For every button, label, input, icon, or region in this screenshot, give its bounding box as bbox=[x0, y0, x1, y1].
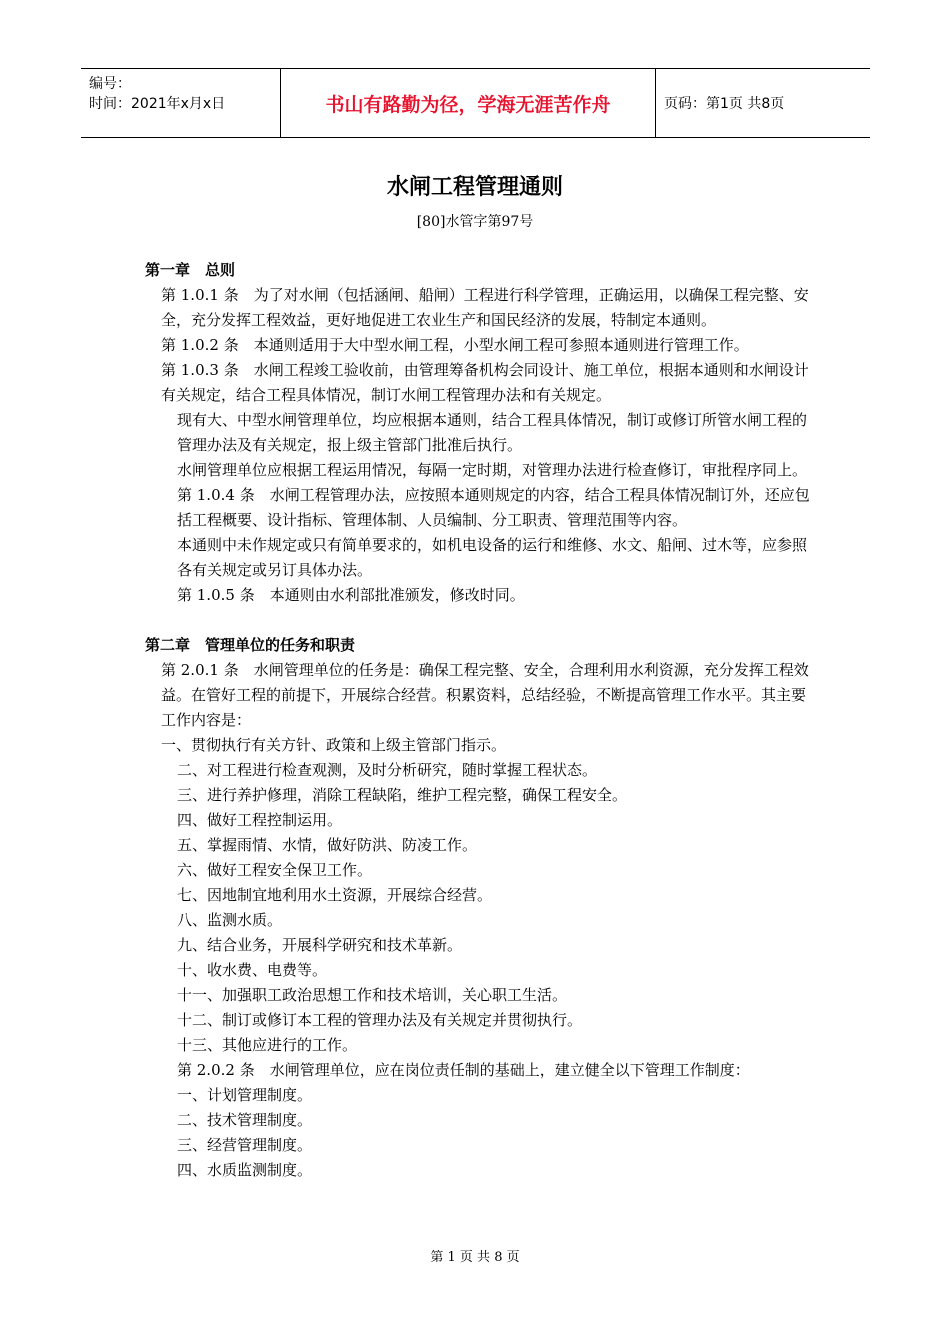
list-item: 七、因地制宜地利用水土资源，开展综合经营。 bbox=[177, 886, 493, 904]
list-item: 一、计划管理制度。 bbox=[177, 1086, 313, 1104]
spacer bbox=[145, 608, 810, 633]
article-1-0-2: 第 1.0.2 条 本通则适用于大中型水闸工程，小型水闸工程可参照本通则进行管理工作。 bbox=[161, 336, 749, 354]
list-item: 八、监测水质。 bbox=[177, 911, 283, 929]
list-item: 二、技术管理制度。 bbox=[177, 1111, 313, 1129]
page-footer: 第 1 页 共 8 页 bbox=[430, 1250, 520, 1265]
list-item: 十二、制订或修订本工程的管理办法及有关规定并贯彻执行。 bbox=[177, 1011, 583, 1029]
list-item: 十三、其他应进行的工作。 bbox=[177, 1036, 358, 1054]
document-number-label: 编号： bbox=[89, 76, 131, 92]
article-1-0-3: 第 1.0.3 条 水闸工程竣工验收前，由管理筹备机构会同设计、施工单位，根据本通则和水闸设计有关规定，结合工程具体情况，制订水闸工程管理办法和有关规定。 bbox=[161, 361, 809, 404]
chapter-2-heading: 第二章 管理单位的任务和职责 bbox=[145, 636, 356, 654]
article-1-0-1: 第 1.0.1 条 为了对水闸（包括涵闸、船闸）工程进行科学管理，正确运用，以确保工程完整、安全，充分发挥工程效益，更好地促进工农业生产和国民经济的发展，特制定本通则。 bbox=[161, 286, 809, 329]
article-1-0-5: 第 1.0.5 条 本通则由水利部批准颁发，修改时同。 bbox=[177, 586, 525, 604]
article-2-0-1: 第 2.0.1 条 水闸管理单位的任务是：确保工程完整、安全，合理利用水利资源，充分发挥工程效益。在管好工程的前提下，开展综合经营。积累资料，总结经验，不断提高管理工作水平。其主要工作内容是： bbox=[161, 661, 809, 729]
paragraph: 水闸管理单位应根据工程运用情况，每隔一定时期，对管理办法进行检查修订，审批程序同上。 bbox=[177, 461, 808, 479]
paragraph: 本通则中未作规定或只有简单要求的，如机电设备的运行和维修、水文、船闸、过木等，应参照各有关规定或另订具体办法。 bbox=[177, 536, 808, 579]
list-item: 三、经营管理制度。 bbox=[177, 1136, 313, 1154]
article-2-0-2: 第 2.0.2 条 水闸管理单位，应在岗位责任制的基础上，建立健全以下管理工作制度： bbox=[177, 1061, 750, 1079]
article-1-0-4: 第 1.0.4 条 水闸工程管理办法，应按照本通则规定的内容，结合工程具体情况制订外，还应包括工程概要、设计指标、管理体制、人员编制、分工职责、管理范围等内容。 bbox=[177, 486, 810, 529]
page-header bbox=[81, 68, 870, 138]
list-item: 四、水质监测制度。 bbox=[177, 1161, 313, 1179]
list-item: 十一、加强职工政治思想工作和技术培训，关心职工生活。 bbox=[177, 986, 568, 1004]
header-page-info: 页码：第1页 共8页 bbox=[664, 96, 785, 112]
paragraph: 现有大、中型水闸管理单位，均应根据本通则，结合工程具体情况，制订或修订所管水闸工程的管理办法及有关规定，报上级主管部门批准后执行。 bbox=[177, 411, 808, 454]
document-title: 水闸工程管理通则 bbox=[386, 175, 563, 200]
list-item: 三、进行养护修理，消除工程缺陷，维护工程完整，确保工程安全。 bbox=[177, 786, 628, 804]
list-item: 二、对工程进行检查观测，及时分析研究，随时掌握工程状态。 bbox=[177, 761, 598, 779]
header-motto: 书山有路勤为径，学海无涯苦作舟 bbox=[281, 69, 656, 137]
document-date: 时间：2021年x月x日 bbox=[89, 96, 226, 112]
header-meta bbox=[81, 69, 281, 137]
list-item: 五、掌握雨情、水情，做好防洪、防凌工作。 bbox=[177, 836, 478, 854]
list-item: 四、做好工程控制运用。 bbox=[177, 811, 343, 829]
document-body bbox=[145, 258, 810, 1183]
document-subtitle: [80]水管字第97号 bbox=[416, 214, 534, 230]
list-item: 六、做好工程安全保卫工作。 bbox=[177, 861, 373, 879]
list-item: 九、结合业务，开展科学研究和技术革新。 bbox=[177, 936, 463, 954]
chapter-1-heading: 第一章 总则 bbox=[145, 261, 236, 279]
list-item: 一、贯彻执行有关方针、政策和上级主管部门指示。 bbox=[161, 736, 507, 754]
list-item: 十、收水费、电费等。 bbox=[177, 961, 328, 979]
